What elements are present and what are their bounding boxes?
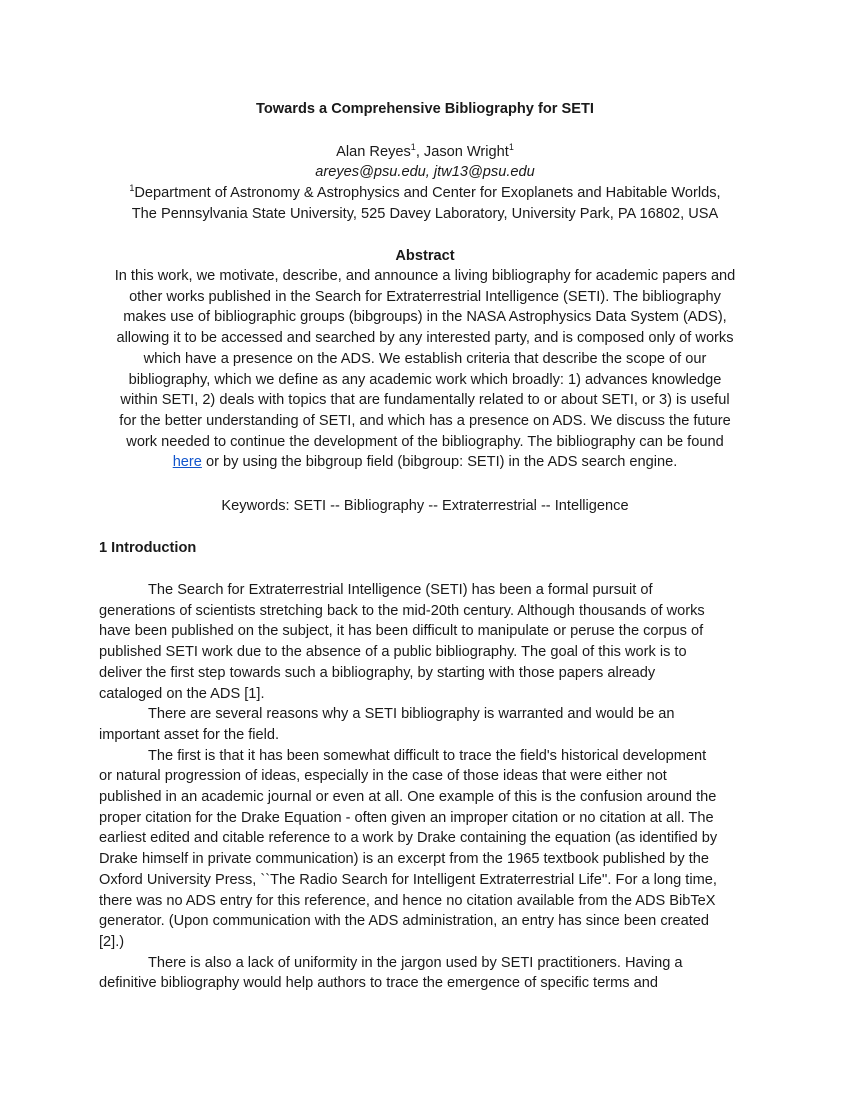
- bibliography-link[interactable]: here: [172, 454, 202, 471]
- affiliation-line: [0, 183, 850, 204]
- body-line: There is also a lack of uniformity in the jargon used by SETI practitioners. Having a: [148, 954, 683, 971]
- affiliation-marker: 1: [410, 142, 416, 152]
- body-line: generator. (Upon communication with the ADS administration, an entry has since been created: [99, 913, 710, 930]
- abstract-line: In this work, we motivate, describe, and announce a living bibliography for academic papers and: [114, 268, 736, 284]
- abstract-line: bibliography, which we define as any academic work which broadly: 1) advances knowledge: [128, 371, 722, 388]
- paper-title: Towards a Comprehensive Bibliography for SETI: [256, 101, 594, 117]
- body-line: proper citation for the Drake Equation - often given an improper citation or no citation at all. The: [99, 809, 714, 826]
- body-line: [2].): [99, 933, 125, 950]
- abstract-line: which have a presence on the ADS. We establish criteria that describe the scope of our: [143, 350, 707, 367]
- author-emails: areyes@psu.edu, jtw13@psu.edu: [315, 164, 535, 180]
- body-line: Oxford University Press, ``The Radio Search for Intelligent Extraterrestrial Life''. For a long time,: [99, 871, 717, 888]
- body-line: Drake himself in private communication) is an excerpt from the 1965 textbook published by the: [99, 851, 710, 868]
- abstract-line: within SETI, 2) deals with topics that are fundamentally related to or about SETI, or 3) is useful: [120, 392, 730, 409]
- body-line: published in an academic journal or even at all. One example of this is the confusion around the: [99, 789, 717, 806]
- abstract-line: allowing it to be accessed and searched by any interested party, and is composed only of works: [116, 330, 734, 347]
- abstract-line: other works published in the Search for Extraterrestrial Intelligence (SETI). The bibliography: [129, 288, 721, 305]
- body-line: published SETI work due to the absence of a public bibliography. The goal of this work is to: [99, 644, 687, 661]
- abstract-line: makes use of bibliographic groups (bibgroups) in the NASA Astrophysics Data System (ADS),: [123, 309, 727, 326]
- affiliation-marker: 1: [129, 183, 135, 193]
- body-line: there was no ADS entry for this reference, and hence no citation available from the ADS BibTeX: [99, 892, 716, 909]
- body-line: There are several reasons why a SETI bibliography is warranted and would be an: [148, 706, 675, 723]
- author-name: Jason Wright: [423, 144, 509, 160]
- abstract-line: for the better understanding of SETI, and which has a presence on ADS. We discuss the future: [119, 412, 731, 429]
- author-separator: ,: [415, 144, 424, 160]
- body-line: or natural progression of ideas, especially in the case of those ideas that were either not: [99, 768, 667, 785]
- abstract-body: [98, 266, 752, 473]
- author-line: [0, 142, 850, 163]
- introduction-body: [99, 580, 759, 994]
- abstract-line: work needed to continue the development of the bibliography. The bibliography can be found: [126, 433, 724, 450]
- body-line: important asset for the field.: [99, 726, 280, 743]
- abstract-heading: Abstract: [395, 248, 455, 264]
- affiliation-text: Department of Astronomy & Astrophysics and Center for Exoplanets and Habitable Worlds,: [134, 185, 721, 201]
- body-line: The first is that it has been somewhat difficult to trace the field's historical development: [148, 747, 707, 764]
- body-line: generations of scientists stretching back to the mid-20th century. Although thousands of works: [99, 602, 705, 619]
- body-line: earliest edited and citable reference to a work by Drake containing the equation (as identified by: [99, 830, 718, 847]
- author-name: Alan Reyes: [336, 144, 411, 160]
- affiliation-marker: 1: [508, 142, 514, 152]
- body-line: have been published on the subject, it has been difficult to manipulate or peruse the corpus of: [99, 623, 704, 640]
- keywords: Keywords: SETI -- Bibliography -- Extraterrestrial -- Intelligence: [221, 498, 629, 514]
- section-heading-introduction: 1 Introduction: [99, 540, 197, 556]
- body-line: cataloged on the ADS [1].: [99, 685, 265, 702]
- body-line: The Search for Extraterrestrial Intelligence (SETI) has been a formal pursuit of: [148, 582, 653, 598]
- abstract-last-line: [98, 452, 752, 473]
- abstract-line-rest: or by using the bibgroup field (bibgroup: SETI) in the ADS search engine.: [201, 454, 678, 471]
- affiliation-line: The Pennsylvania State University, 525 Davey Laboratory, University Park, PA 16802, USA: [131, 206, 719, 222]
- body-line: deliver the first step towards such a bibliography, by starting with those papers already: [99, 664, 656, 681]
- body-line: definitive bibliography would help authors to trace the emergence of specific terms and: [99, 975, 658, 992]
